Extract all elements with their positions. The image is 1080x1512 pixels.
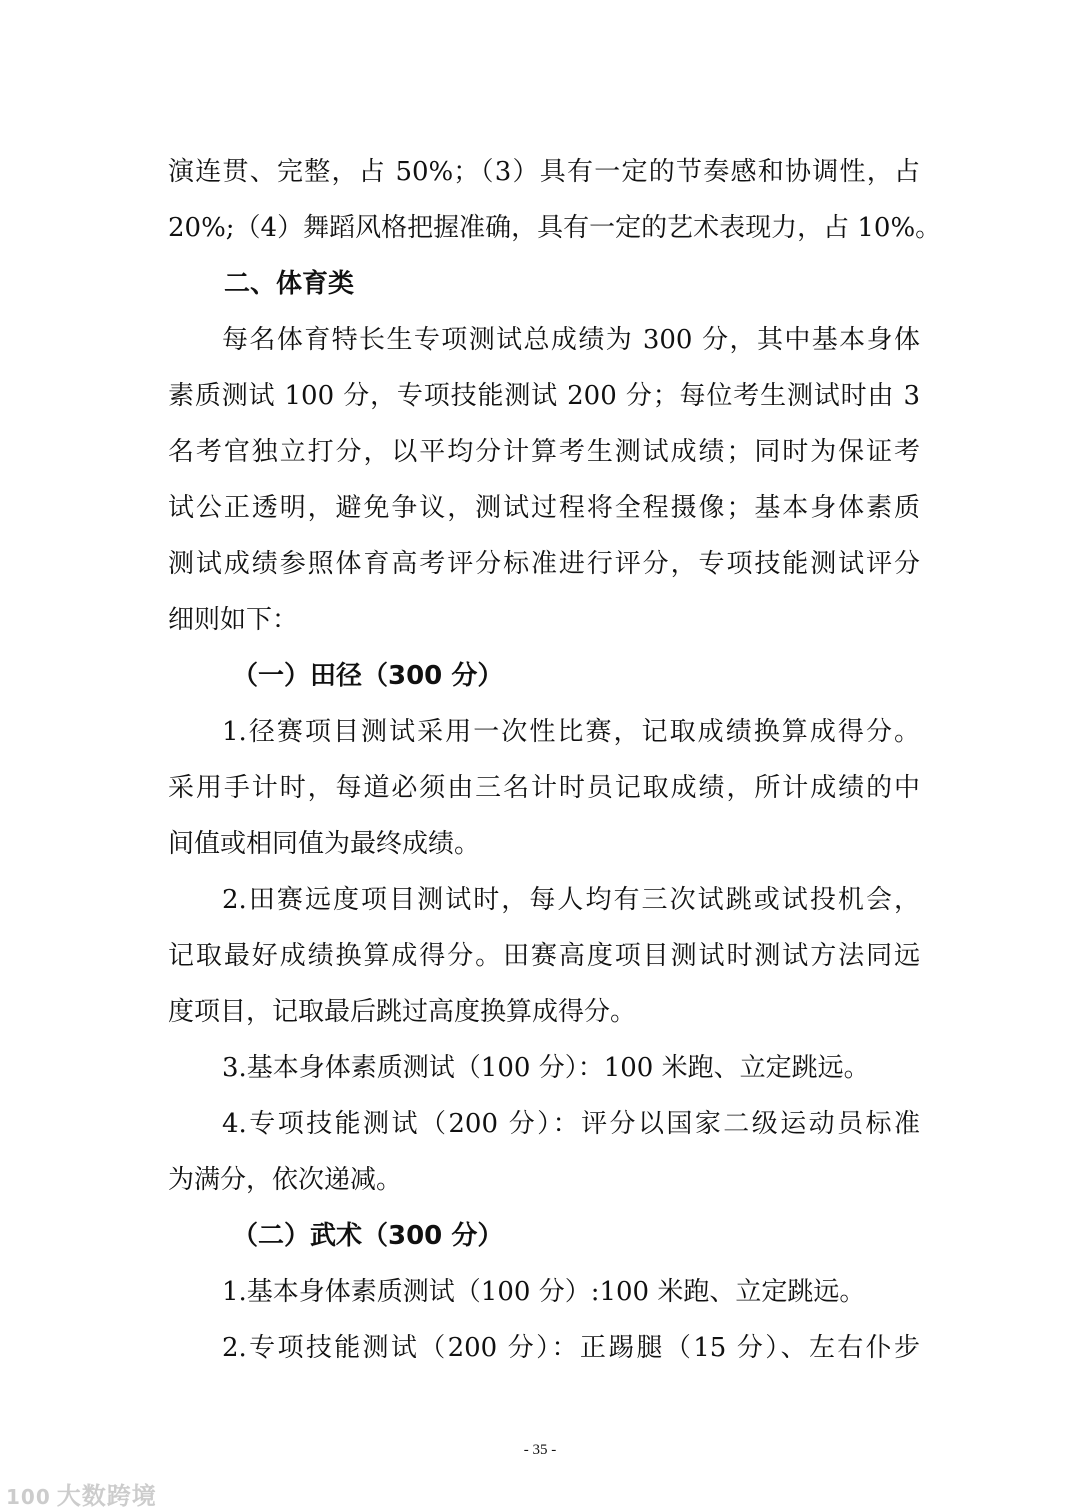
text-line: 1.基本身体素质测试（100 分）:100 米跑、立定跳远。 xyxy=(222,1277,866,1307)
text-line: 采用手计时，每道必须由三名计时员记取成绩，所计成绩的中 xyxy=(168,773,920,803)
page-number: - 35 - xyxy=(523,1442,557,1458)
text-line: 20%;（4）舞蹈风格把握准确，具有一定的艺术表现力，占 10%。 xyxy=(168,213,942,243)
document-body xyxy=(168,144,942,1376)
text-line: 1.径赛项目测试采用一次性比赛，记取成绩换算成得分。 xyxy=(222,717,920,747)
text-line: 记取最好成绩换算成得分。田赛高度项目测试时测试方法同远 xyxy=(168,941,920,971)
text-line: 度项目，记取最后跳过高度换算成得分。 xyxy=(168,997,637,1027)
section-heading: （二）武术（300 分） xyxy=(232,1221,504,1251)
text-line: 2.田赛远度项目测试时，每人均有三次试跳或试投机会， xyxy=(222,885,920,915)
text-line: 间值或相同值为最终成绩。 xyxy=(168,829,481,859)
watermark xyxy=(6,1476,157,1511)
text-line: 为满分，依次递减。 xyxy=(168,1165,403,1195)
text-line: 测试成绩参照体育高考评分标准进行评分，专项技能测试评分 xyxy=(168,549,920,579)
text-line: 每名体育特长生专项测试总成绩为 300 分，其中基本身体 xyxy=(222,325,920,355)
text-line: 试公正透明，避免争议，测试过程将全程摄像；基本身体素质 xyxy=(168,493,920,523)
text-line: 3.基本身体素质测试（100 分）：100 米跑、立定跳远。 xyxy=(222,1053,870,1083)
watermark-text: 大数跨境 xyxy=(56,1482,157,1510)
text-line: 素质测试 100 分，专项技能测试 200 分；每位考生测试时由 3 xyxy=(168,381,920,411)
text-line: 名考官独立打分，以平均分计算考生测试成绩；同时为保证考 xyxy=(168,437,920,467)
watermark-logo-icon: 100 xyxy=(6,1485,51,1509)
section-heading: （一）田径（300 分） xyxy=(232,661,504,691)
text-line: 演连贯、完整，占 50%；（3）具有一定的节奏感和协调性，占 xyxy=(168,157,920,187)
section-heading: 二、体育类 xyxy=(224,269,355,299)
text-line: 细则如下： xyxy=(168,605,299,635)
text-line: 4.专项技能测试（200 分）：评分以国家二级运动员标准 xyxy=(222,1109,920,1139)
text-line: 2.专项技能测试（200 分）：正踢腿（15 分）、左右仆步 xyxy=(222,1333,920,1363)
